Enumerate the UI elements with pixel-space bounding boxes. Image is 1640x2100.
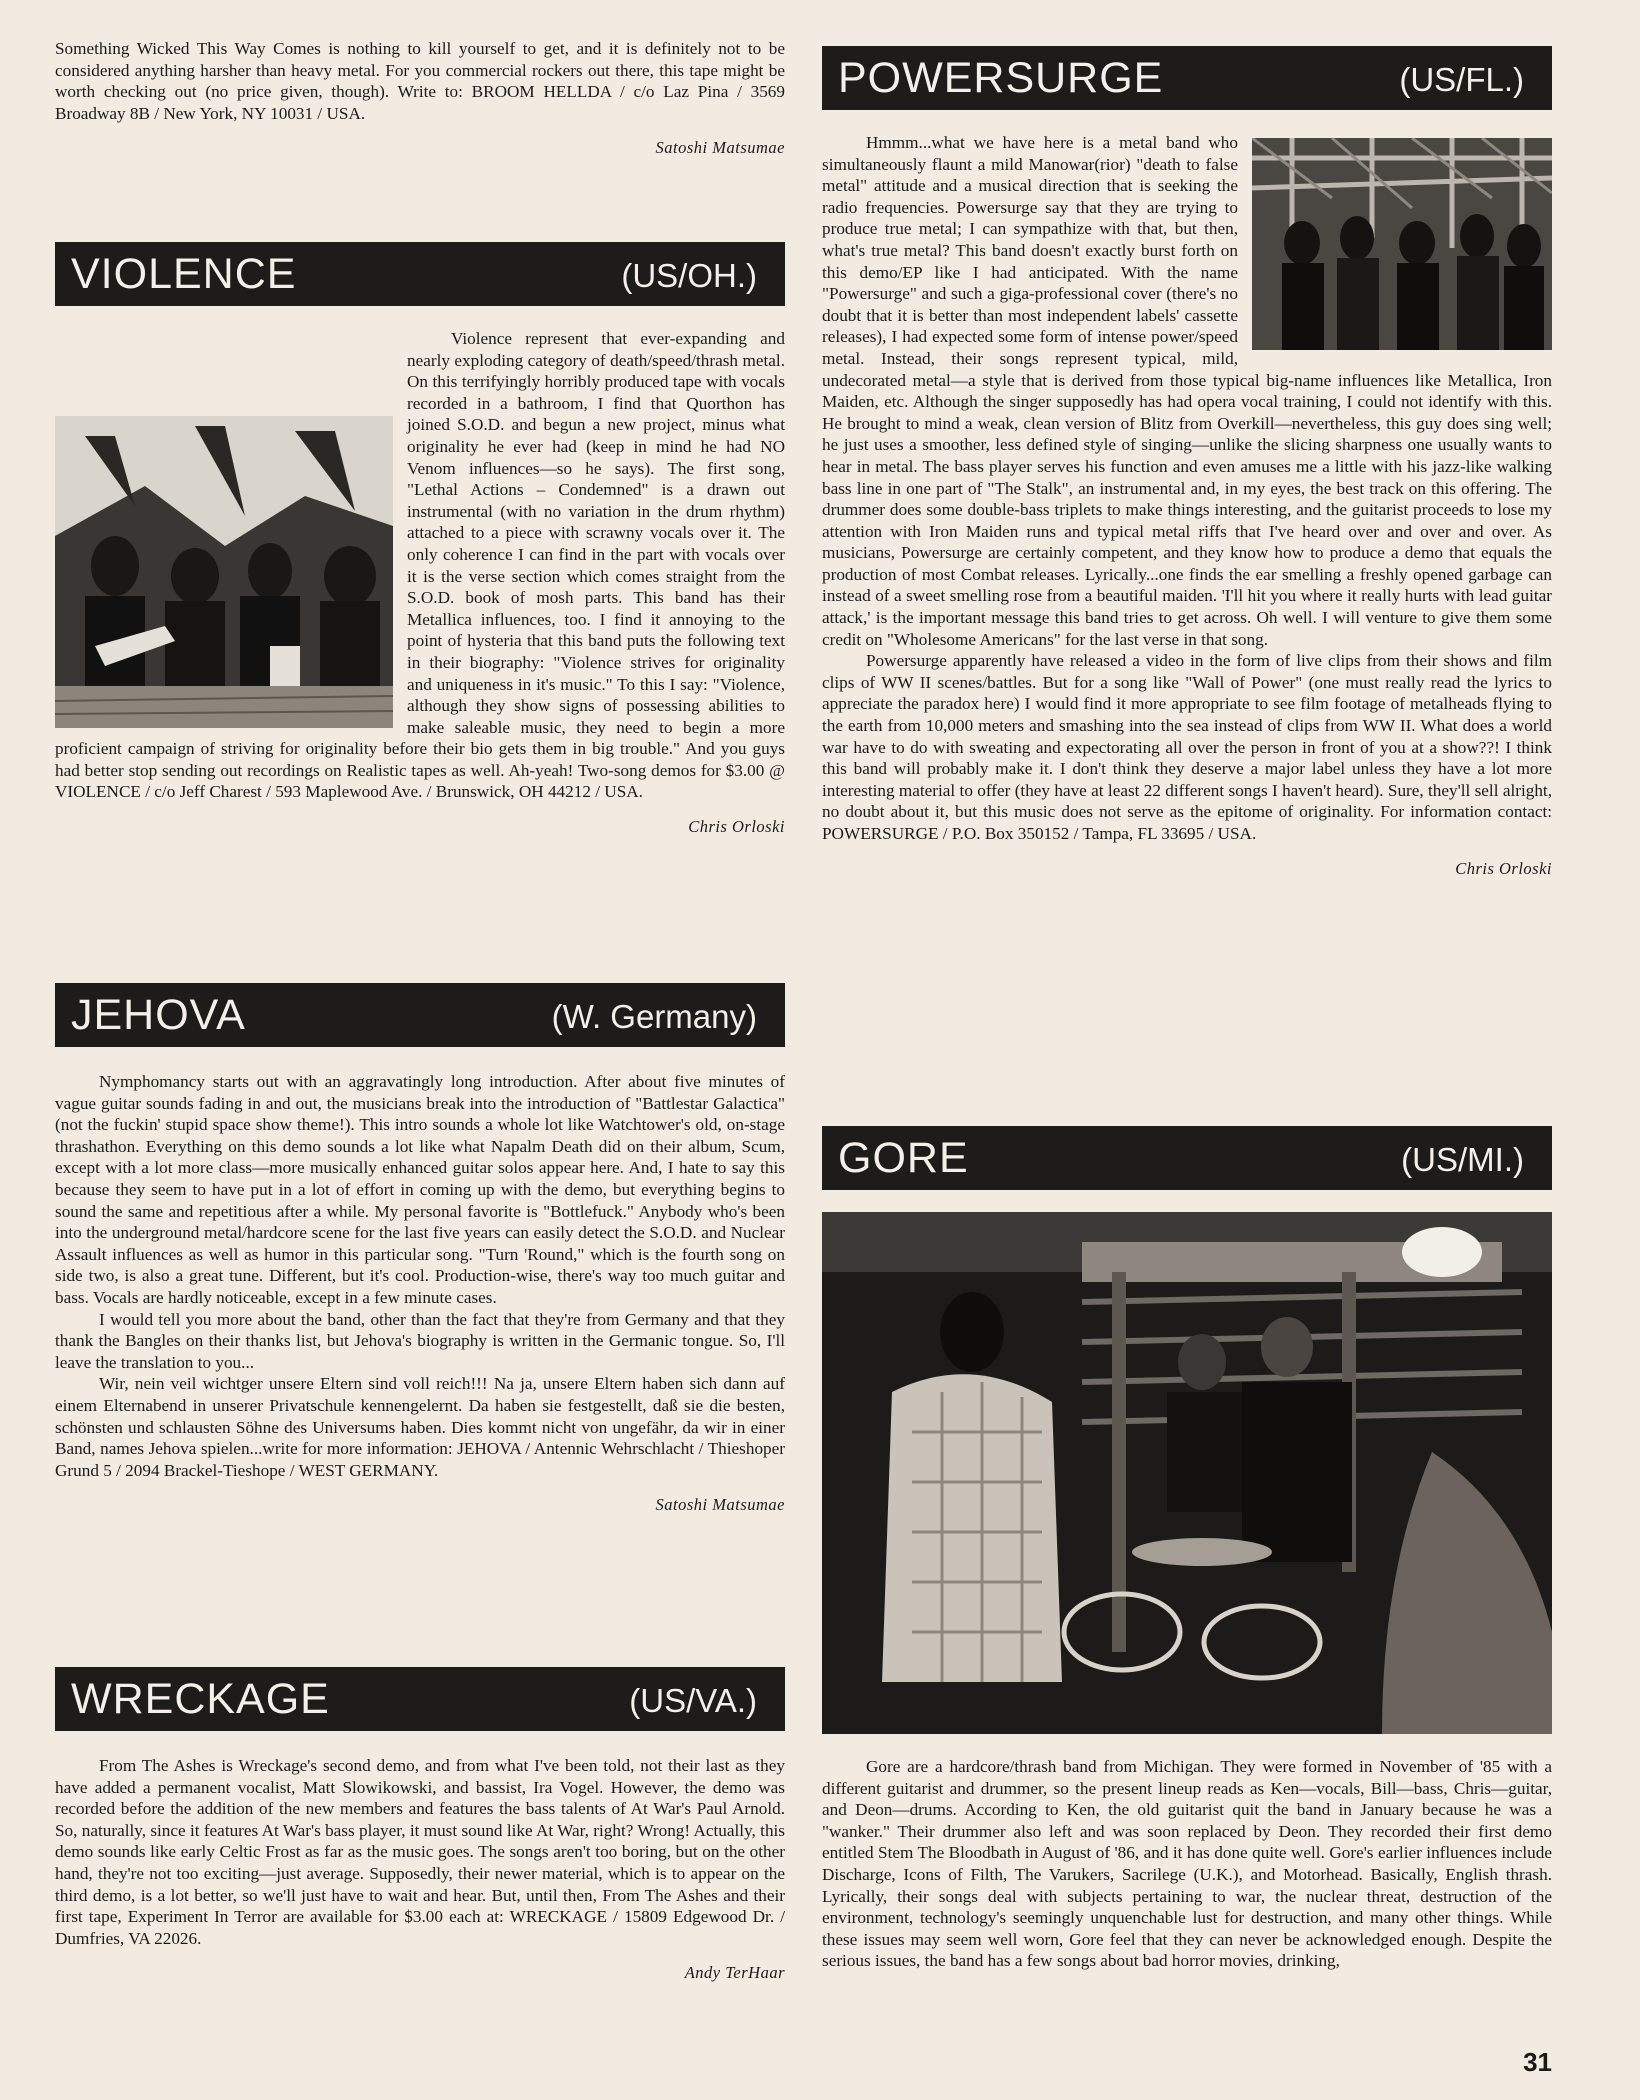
gore-origin: (US/MI.): [1401, 1141, 1524, 1178]
wreckage-review: [55, 1667, 785, 1983]
jehova-paragraph-2: I would tell you more about the band, other than the fact that they're from Germany and that they thank the Bangles on their thanks list, but Jehova's biography is written in the Germanic tongue. So, I'll leave the translation to you...: [55, 1309, 785, 1372]
broom-hellda-author: Satoshi Matsumae: [655, 138, 785, 158]
wreckage-header: [55, 1667, 785, 1731]
wreckage-origin: (US/VA.): [629, 1682, 757, 1719]
wreckage-text: From The Ashes is Wreckage's second demo, and from what I've been told, not their last as they have added a permanent vocalist, Matt Slowikowski, and bassist, Ira Vogel. However, the demo was recorded before the addition of the new members and features the bass talents of At War's Paul Arnold. So, naturally, since it features At War's bass player, it must sound like At War, right? Wrong! Actually, this demo sounds like early Celtic Frost as far as the music goes. The songs aren't too boring, but on the other hand, they're not too exciting—just average. Supposedly, their newer material, which is to appear on the third demo, is a lot better, so we'll just have to wait and hear. But, until then, From The Ashes and their first tape, Experiment In Terror are available for $3.00 each at: WRECKAGE / 15809 Edgewood Dr. / Dumfries, VA 22026.: [55, 1756, 785, 1948]
violence-header: [55, 242, 785, 306]
gore-text: Gore are a hardcore/thrash band from Michigan. They were formed in November of '85 with a different guitarist and drummer, so the present lineup reads as Ken—vocals, Bill—bass, Chris—guitar, and Deon—drums. According to Ken, the old guitarist quit the band in January because he was a "wanker." Their drummer also left and was soon replaced by Deon. They recorded their first demo entitled Stem The Bloodbath in August of '86, and it has done quite well. Gore's earlier influences include Discharge, Icons of Filth, The Varukers, Sacrilege (U.K.), and Motorhead. Basically, English thrash. Lyrically, their songs deal with subjects pertaining to war, the nuclear threat, destruction of the environment, technology's seemingly unquenchable lust for destruction, and many other things. While these issues may seem well worn, Gore feel that they can never be acknowledged enough. Despite the serious issues, the band has a few songs about bad horror movies, drinking,: [822, 1757, 1552, 1971]
wreckage-author: Andy TerHaar: [684, 1963, 785, 1983]
jehova-origin: (W. Germany): [551, 998, 757, 1035]
powersurge-paragraph-1: Hmmm...what we have here is a metal band who simultaneously flaunt a mild Manowar(rior) "death to false metal" attitude and a musical direction that is seeking the radio frequencies. Powersurge say that they are trying to produce true metal; I can sympathize with that, but then, what's true metal? This band doesn't exactly burst forth on this demo/EP like I had anticipated. With the name "Powersurge" and such a giga-professional cover (there's no doubt that it is better than most independent labels' cassette releases), I had expected some form of intense power/speed metal. Instead, their songs represent typical, mild, undecorated metal—a style that is derived from those typical big-name influences like Metallica, Iron Maiden, etc. Although the singer supposedly has had opera vocal training, I could not identify with this. He brought to mind a weak, clean version of Blitz from Overkill—nevertheless, this guy does sing well; he just uses a smoother, less defined style of singing—unlike the slicing sharpness one usually wants to hear in metal. The bass player serves his function and even amuses me a little with his jazz-like walking bass line in one part of "The Stalk", an instrumental and, in my eyes, the best track on this offering. The drummer does some double-bass triplets to make things interesting, and the guitarist proceeds to lose my attention with Iron Maiden runs and typical metal riffs that I've heard over and over and over. As musicians, Powersurge are certainly competent, and they know how to produce a demo that equals the production of most Combat releases. Lyrically...one finds the ear smelling a freshly opened garbage can instead of a sweet smelling rose from a beautiful maiden. 'I'll hit you where it really hurts with lead guitar attack,' is the important message this band tries to get across. Oh well. I will venture to give them some credit on "Wholesome Americans" for the last verse in that song.: [822, 133, 1552, 649]
jehova-header: [55, 983, 785, 1047]
powersurge-name: POWERSURGE: [838, 54, 1164, 102]
powersurge-origin: (US/FL.): [1399, 61, 1524, 98]
gore-review: [822, 1126, 1552, 1972]
violence-author: Chris Orloski: [688, 817, 785, 837]
jehova-name: JEHOVA: [71, 991, 246, 1039]
gore-band-photo: [822, 1212, 1552, 1734]
jehova-author: Satoshi Matsumae: [655, 1495, 785, 1515]
violence-text: Violence represent that ever-expanding and nearly exploding category of death/speed/thrash metal. On this terrifyingly horribly produced tape with vocals recorded in a bathroom, I find that Quorthon has joined S.O.D. and begun a new project, minus what originality he ever had (keep in mind he had NO Venom influences—so he says). The first song, "Lethal Actions – Condemned" is a drawn out instrumental (with no variation in the drum rhythm) attached to a piece with scrawny vocals over it. The only coherence I can find in the part with vocals over it is the verse section which comes straight from the S.O.D. book of mosh parts. This band has their Metallica influences, too. I find it annoying to the point of hysteria that this band puts the following text in their biography: "Violence strives for originality and uniqueness in it's music." To this I say: "Violence, although they show signs of possessing abilities to make saleable music, they need to begin a more proficient campaign of striving for originality before their bio gets them in big trouble." And you guys had better stop sending out recordings on Realistic tapes as well. Ah-yeah! Two-song demos for $3.00 @ VIOLENCE / c/o Jeff Charest / 593 Maplewood Ave. / Brunswick, OH 44212 / USA.: [55, 329, 785, 802]
powersurge-band-photo: [1252, 138, 1552, 350]
gore-name: GORE: [838, 1134, 969, 1182]
powersurge-header: [822, 46, 1552, 110]
violence-review: [55, 242, 785, 837]
page-number: 31: [1523, 2047, 1552, 2077]
powersurge-review: [822, 46, 1552, 879]
violence-origin: (US/OH.): [621, 257, 757, 294]
broom-hellda-review: [55, 38, 785, 158]
jehova-review: [55, 983, 785, 1515]
broom-hellda-text: Something Wicked This Way Comes is nothing to kill yourself to get, and it is definitely not to be considered anything harsher than heavy metal. For you commercial rockers out there, this tape might be worth checking out (no price given, though). Write to: BROOM HELLDA / c/o Laz Pina / 3569 Broadway 8B / New York, NY 10031 / USA.: [55, 39, 785, 123]
powersurge-paragraph-2: Powersurge apparently have released a video in the form of live clips from their shows and film clips of WW II scenes/battles. But for a song like "Wall of Power" (one must really read the lyrics to appreciate the paradox here) I would find it more appropriate to see film footage of metalheads flying to the earth from 10,000 meters and smashing into the sea instead of clips from WW II. What does a world war have to do with sweating and expectorating all over the person in front of you at a show??! I think this band will probably make it. I don't think they deserve a major label unless they have a lot more interesting material to offer (they have at least 22 different songs I haven't heard). Sure, they'll sell alright, no doubt about it, but this music does not serve as the epitome of originality. For information contact: POWERSURGE / P.O. Box 350152 / Tampa, FL 33695 / USA.: [822, 651, 1552, 843]
wreckage-name: WRECKAGE: [71, 1675, 330, 1723]
powersurge-author: Chris Orloski: [1455, 858, 1552, 878]
violence-band-photo: [55, 416, 393, 728]
jehova-paragraph-3: Wir, nein veil wichtger unsere Eltern sind voll reich!!! Na ja, unsere Eltern haben sich dann auf einem Elternabend in unserer Privatschule kennengelernt. Da haben sie festgestellt, daß sie die besten, schönsten und schlausten Söhne des Universums haben. Dies kommt nicht von ungefähr, da wir in einer Band, names Jehova spielen...write for more information: JEHOVA / Antennic Wehrschlacht / Thieshoper Grund 5 / 2094 Brackel-Tieshope / WEST GERMANY.: [55, 1374, 785, 1480]
jehova-paragraph-1: Nymphomancy starts out with an aggravatingly long introduction. After about five minutes of vague guitar sounds fading in and out, the musicians break into the introduction of "Battlestar Galactica" (not the fuckin' stupid space show theme!). This intro sounds a whole lot like Watchtower's old, on-stage thrashathon. Everything on this demo sounds a lot like what Napalm Death did on their album, Scum, except with a lot more class—more musically enhanced guitar solos appear here. And, I hate to say this because they seem to have put in a lot of effort in coming up with the demo, but everything begins to sound the same and repetitious after a while. My personal favorite is "Bottlefuck." Anybody who's been into the underground metal/hardcore scene for the last five years can easily detect the S.O.D. and Nuclear Assault influences as well as humor in this particular song. "Turn 'Round," which is the fourth song on side two, is also a great tune. Different, but it's cool. Production-wise, there's way too much guitar and bass. Vocals are hardly noticeable, except in a few minute cases.: [55, 1072, 785, 1307]
violence-name: VIOLENCE: [71, 250, 297, 298]
gore-header: [822, 1126, 1552, 1190]
